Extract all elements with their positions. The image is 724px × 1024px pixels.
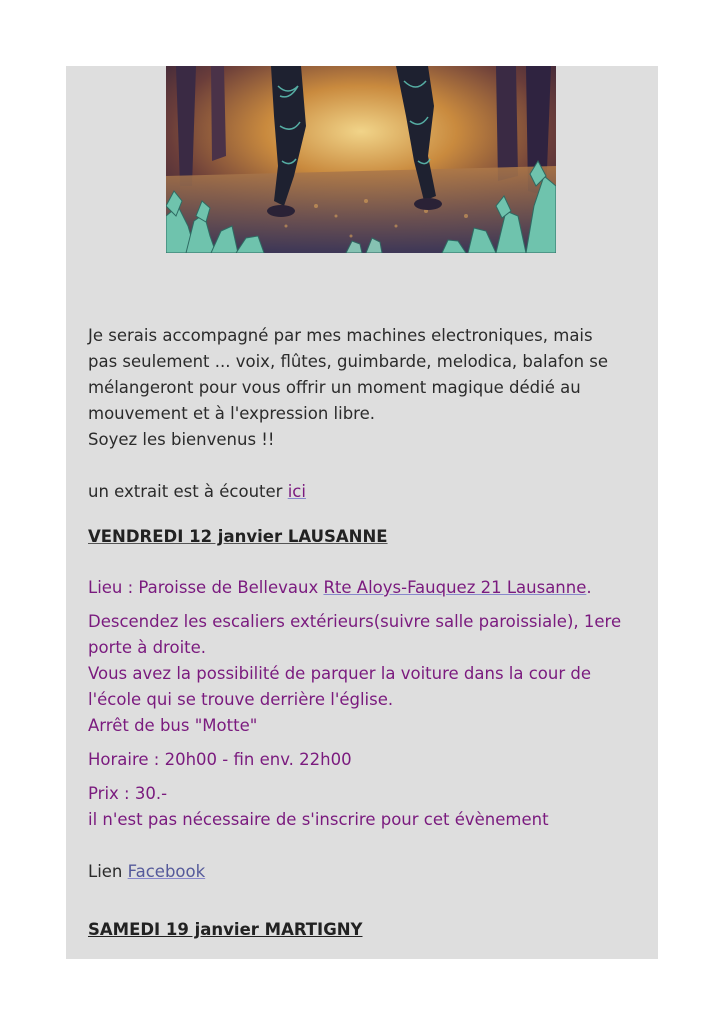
lieu-prefix: Lieu : Paroisse de Bellevaux (88, 578, 324, 597)
directions-line-1: Descendez les escaliers extérieurs(suivre salle paroissiale), 1ere (88, 612, 622, 631)
inscription-line: il n'est pas nécessaire de s'inscrire pour cet évènement (88, 810, 549, 829)
lieu-suffix: . (586, 578, 592, 597)
listen-link[interactable]: ici (287, 482, 306, 501)
facebook-paragraph (88, 859, 648, 885)
intro-line-1: Je serais accompagné par mes machines electroniques, mais (88, 326, 593, 345)
intro-line-2: pas seulement ... voix, flûtes, guimbarde, melodica, balafon se (88, 352, 609, 371)
listen-paragraph (88, 479, 648, 505)
intro-line-3: mélangeront pour vous offrir un moment magique dédié au (88, 378, 581, 397)
address-link[interactable]: Rte Aloys-Fauquez 21 Lausanne (323, 578, 587, 597)
intro-paragraph (88, 323, 648, 453)
event-1-lieu (88, 575, 648, 601)
directions-line-2: porte à droite. (88, 638, 207, 657)
event-1-prix (88, 781, 648, 833)
parking-line-2: l'école qui se trouve derrière l'église. (88, 690, 394, 709)
listen-text: un extrait est à écouter (88, 482, 288, 501)
email-page (66, 66, 658, 959)
event-2-heading: SAMEDI 19 janvier MARTIGNY (88, 920, 363, 939)
bus-stop: Arrêt de bus "Motte" (88, 716, 258, 735)
parking-line-1: Vous avez la possibilité de parquer la voiture dans la cour de (88, 664, 592, 683)
email-body (88, 323, 648, 943)
lien-prefix: Lien (88, 862, 128, 881)
intro-line-4: mouvement et à l'expression libre. (88, 404, 375, 423)
prix-line: Prix : 30.- (88, 784, 168, 803)
intro-line-5: Soyez les bienvenus !! (88, 430, 275, 449)
event-illustration (166, 66, 556, 253)
facebook-link[interactable]: Facebook (127, 862, 206, 881)
event-illustration-image (166, 66, 556, 253)
event-1-directions (88, 609, 648, 739)
event-1-horaire: Horaire : 20h00 - fin env. 22h00 (88, 750, 352, 769)
event-1-heading: VENDREDI 12 janvier LAUSANNE (88, 527, 388, 546)
